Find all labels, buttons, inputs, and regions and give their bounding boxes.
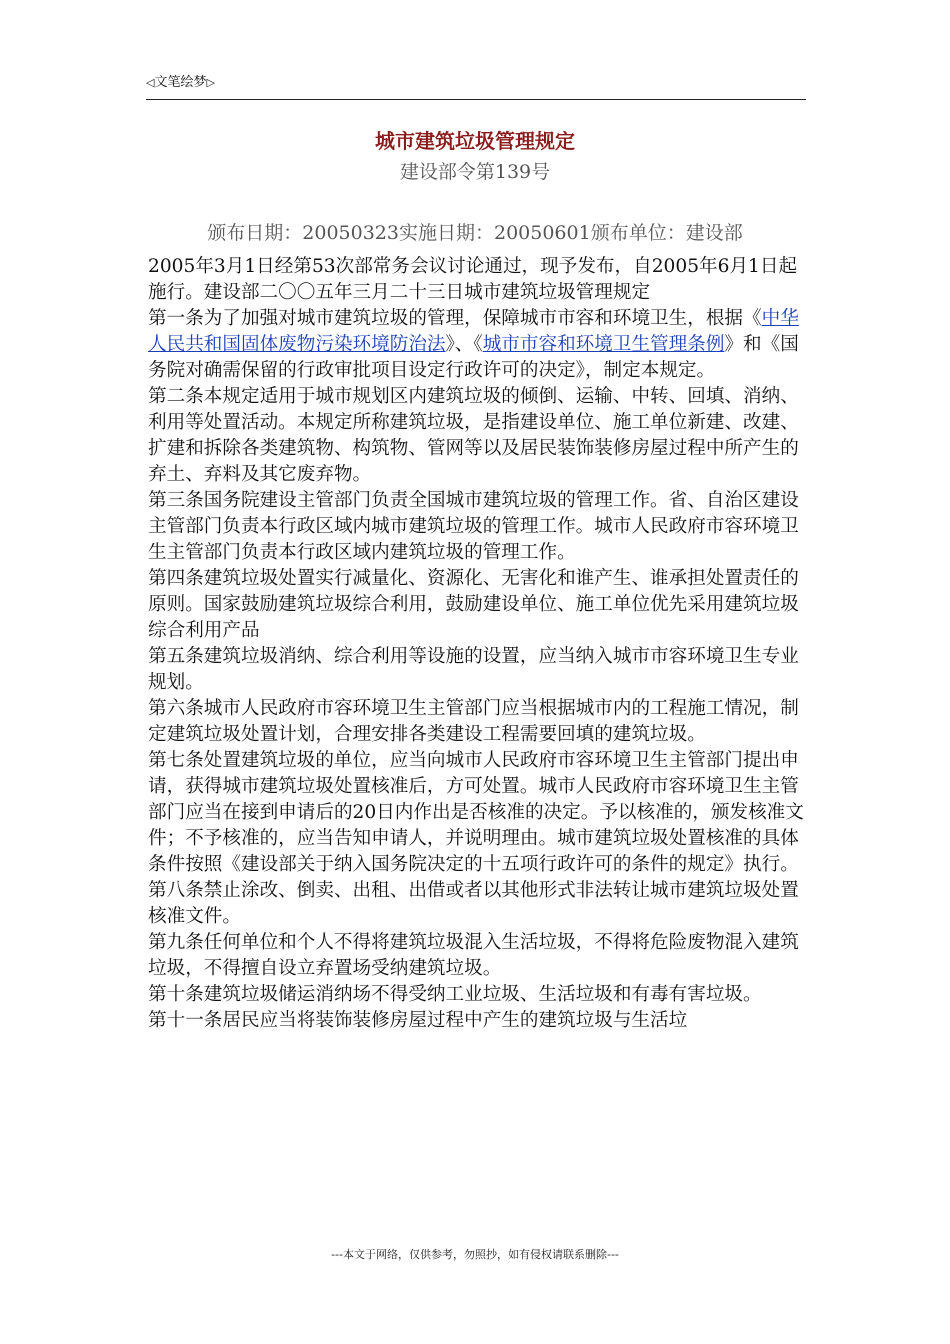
article-3: 第三条国务院建设主管部门负责全国城市建筑垃圾的管理工作。省、自治区建设主管部门负责本行政区域内城市建筑垃圾的管理工作。城市人民政府市容环境卫生主管部门负责本行政区域内建筑垃圾的管理工作。 <box>148 490 799 563</box>
article-9: 第九条任何单位和个人不得将建筑垃圾混入生活垃圾，不得将危险废物混入建筑垃圾，不得擅自设立弃置场受纳建筑垃圾。 <box>148 932 799 979</box>
article-1 <box>148 306 808 384</box>
page-footer: ---本文于网络，仅供参考，勿照抄，如有侵权请联系删除--- <box>331 1248 619 1261</box>
city-sanitation-regulation-link[interactable]: 城市市容和环境卫生管理条例 <box>482 334 725 355</box>
page-header <box>146 74 806 100</box>
solid-waste-law-link[interactable]: 中华人民共和国固体废物污染环境防治法 <box>148 308 799 355</box>
article-11: 第十一条居民应当将装饰装修房屋过程中产生的建筑垃圾与生活垃 <box>148 1010 688 1031</box>
article-8: 第八条禁止涂改、倒卖、出租、出借或者以其他形式非法转让城市建筑垃圾处置核准文件。 <box>148 880 799 927</box>
article-2: 第二条本规定适用于城市规划区内建筑垃圾的倾倒、运输、中转、回填、消纳、利用等处置活动。本规定所称建筑垃圾，是指建设单位、施工单位新建、改建、扩建和拆除各类建筑物、构筑物、管网等以及居民装饰装修房屋过程中所产生的弃土、弃料及其它废弃物。 <box>148 386 799 485</box>
article-7: 第七条处置建筑垃圾的单位，应当向城市人民政府市容环境卫生主管部门提出申请，获得城市建筑垃圾处置核准后，方可处置。城市人民政府市容环境卫生主管部门应当在接到申请后的20日内作出是否核准的决定。予以核准的，颁发核准文件；不予核准的，应当告知申请人，并说明理由。城市建筑垃圾处置核准的具体条件按照《建设部关于纳入国务院决定的十五项行政许可的条件的规定》执行。 <box>148 750 804 875</box>
document-body <box>148 254 808 1034</box>
header-brand: 文笔绘梦 <box>154 75 207 90</box>
article-1-text-a: 第一条为了加强对城市建筑垃圾的管理，保障城市市容和环境卫生，根据《 <box>148 308 762 329</box>
article-4: 第四条建筑垃圾处置实行减量化、资源化、无害化和谁产生、谁承担处置责任的原则。国家鼓励建筑垃圾综合利用，鼓励建设单位、施工单位优先采用建筑垃圾综合利用产品 <box>148 568 799 641</box>
document-subtitle: 建设部令第139号 <box>399 161 551 183</box>
intro-paragraph: 2005年3月1日经第53次部常务会议讨论通过，现予发布，自2005年6月1日起施行。建设部二〇〇五年三月二十三日城市建筑垃圾管理规定 <box>148 256 798 303</box>
article-1-text-b: 》、《 <box>445 334 483 355</box>
article-10: 第十条建筑垃圾储运消纳场不得受纳工业垃圾、生活垃圾和有毒有害垃圾。 <box>148 984 762 1005</box>
article-1-text-c: 》和《国务院对确需保留的行政审批项目设定行政许可的决定》，制定本规定。 <box>148 334 799 381</box>
document-title: 城市建筑垃圾管理规定 <box>375 129 575 153</box>
left-triangle-icon: ◁ <box>146 76 155 89</box>
article-6: 第六条城市人民政府市容环境卫生主管部门应当根据城市内的工程施工情况，制定建筑垃圾处置计划，合理安排各类建设工程需要回填的建筑垃圾。 <box>148 698 799 745</box>
right-triangle-icon: ▷ <box>206 76 215 89</box>
article-5: 第五条建筑垃圾消纳、综合利用等设施的设置，应当纳入城市市容环境卫生专业规划。 <box>148 646 799 693</box>
document-meta: 颁布日期：20050323实施日期：20050601颁布单位：建设部 <box>207 222 743 244</box>
